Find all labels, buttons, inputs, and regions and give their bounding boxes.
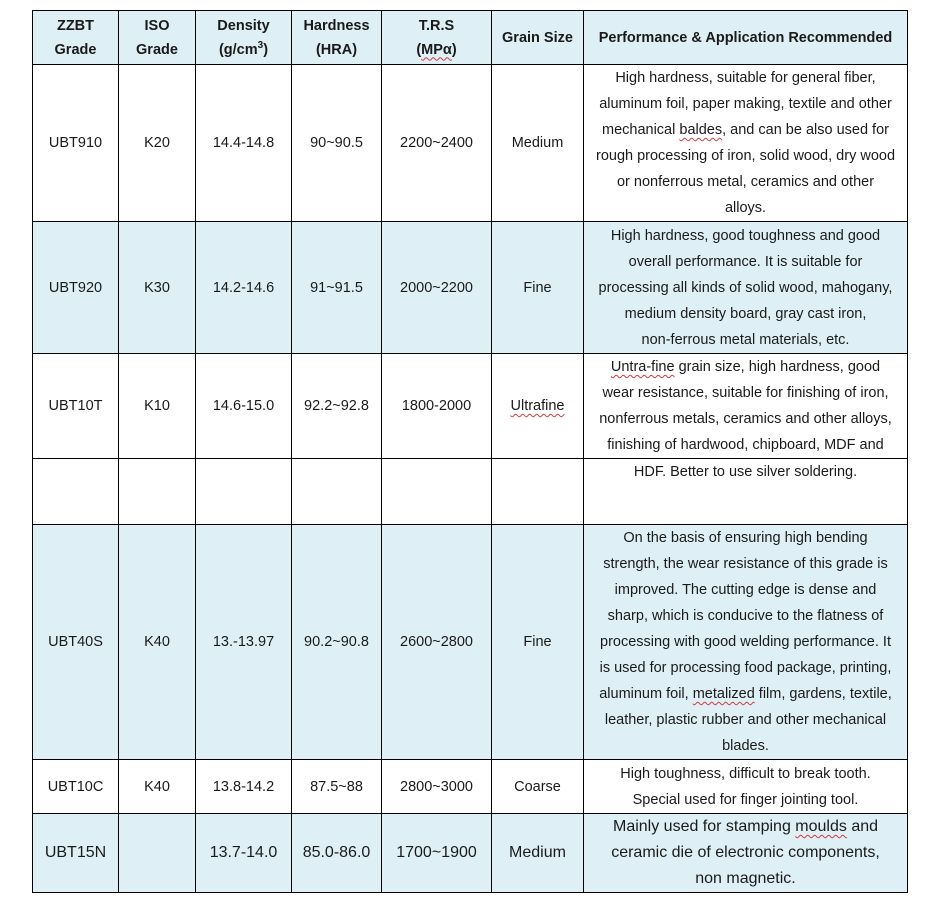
cell-grade: UBT40S: [33, 525, 119, 760]
cell-grain: Fine: [492, 525, 584, 760]
cell-grade: UBT15N: [33, 814, 119, 893]
table-row: [33, 65, 908, 222]
cell-density: [196, 459, 292, 525]
cell-hardness: [292, 459, 382, 525]
misspelled-word: moulds: [795, 818, 847, 835]
cell-trs: 2200~2400: [382, 65, 492, 222]
cell-iso: K40: [119, 760, 196, 814]
cell-performance: Untra-fine grain size, high hardness, good wear resistance, suitable for finishing of iron, nonferrous metals, ceramics and other alloys, finishing of hardwood, chipboard, MDF and: [584, 354, 908, 459]
cell-performance: High hardness, suitable for general fiber, aluminum foil, paper making, textile and other mechanical baldes, and can be also used for rough processing of iron, solid wood, dry wood or nonferrous metal, ceramics and other alloys.: [584, 65, 908, 222]
cell-density: 13.8-14.2: [196, 760, 292, 814]
cell-hardness: 90.2~90.8: [292, 525, 382, 760]
cell-performance: High toughness, difficult to break tooth. Special used for finger jointing tool.: [584, 760, 908, 814]
header-hardness: Hardness (HRA): [292, 11, 382, 65]
header-row: [33, 11, 908, 65]
cell-grain: [492, 459, 584, 525]
header-performance: Performance & Application Recommended: [584, 11, 908, 65]
header-density: Density $(g/cm^3)$: [196, 11, 292, 65]
cell-trs: 1700~1900: [382, 814, 492, 893]
cell-trs: 2800~3000: [382, 760, 492, 814]
cell-grain: Fine: [492, 222, 584, 354]
cell-iso: K30: [119, 222, 196, 354]
misspelled-word: Untra-fine: [610, 359, 675, 375]
cell-iso: [119, 459, 196, 525]
cell-hardness: 92.2~92.8: [292, 354, 382, 459]
header-iso-grade: ISO Grade: [119, 11, 196, 65]
cell-grain: Coarse: [492, 760, 584, 814]
cell-hardness: 90~90.5: [292, 65, 382, 222]
cell-iso: K10: [119, 354, 196, 459]
cell-grain: Medium: [492, 65, 584, 222]
cell-iso: [119, 814, 196, 893]
cell-iso: K40: [119, 525, 196, 760]
cell-grade: UBT10T: [33, 354, 119, 459]
cell-grade: [33, 459, 119, 525]
cell-density: 14.6-15.0: [196, 354, 292, 459]
header-grain-size: Grain Size: [492, 11, 584, 65]
header-zzbt-grade: ZZBT Grade: [33, 11, 119, 65]
cell-performance: High hardness, good toughness and good overall performance. It is suitable for processing all kinds of solid wood, mahogany, medium density board, gray cast iron, non-ferrous metal materials, etc.: [584, 222, 908, 354]
cell-performance: Mainly used for stamping moulds and ceramic die of electronic components, non magnetic.: [584, 814, 908, 893]
cell-hardness: 87.5~88: [292, 760, 382, 814]
cell-trs: [382, 459, 492, 525]
cell-performance: On the basis of ensuring high bending strength, the wear resistance of this grade is improved. The cutting edge is dense and sharp, which is conducive to the flatness of processing with good welding performance. It is used for processing food package, printing, aluminum foil, metalized film, gardens, textile, leather, plastic rubber and other mechanical blades.: [584, 525, 908, 760]
table-row: [33, 814, 908, 893]
table-row: [33, 354, 908, 459]
cell-hardness: 85.0-86.0: [292, 814, 382, 893]
cell-trs: 2600~2800: [382, 525, 492, 760]
cell-trs: 1800-2000: [382, 354, 492, 459]
cell-density: 13.7-14.0: [196, 814, 292, 893]
table-row: [33, 760, 908, 814]
cell-hardness: 91~91.5: [292, 222, 382, 354]
cell-trs: 2000~2200: [382, 222, 492, 354]
cell-grain: Medium: [492, 814, 584, 893]
cell-grade: UBT910: [33, 65, 119, 222]
cell-density: 13.-13.97: [196, 525, 292, 760]
cell-iso: K20: [119, 65, 196, 222]
header-trs: T.R.S (MPα): [382, 11, 492, 65]
misspelled-word: baldes: [679, 122, 723, 138]
table-row: [33, 525, 908, 760]
cell-grade: UBT920: [33, 222, 119, 354]
table-row: [33, 222, 908, 354]
misspelled-word: metalized: [692, 686, 755, 702]
grade-spec-table: [32, 10, 908, 893]
cell-density: 14.2-14.6: [196, 222, 292, 354]
cell-grain: Ultrafine: [492, 354, 584, 459]
cell-performance: HDF. Better to use silver soldering.: [584, 459, 908, 525]
table-row: [33, 459, 908, 525]
cell-density: 14.4-14.8: [196, 65, 292, 222]
cell-grade: UBT10C: [33, 760, 119, 814]
